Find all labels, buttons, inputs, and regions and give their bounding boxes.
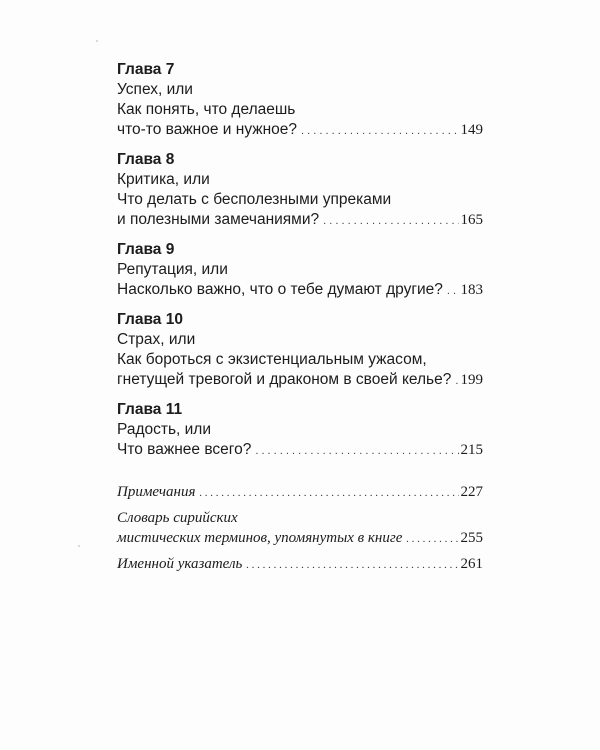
toc-entry-chapter-9	[117, 240, 483, 300]
page-number: 199	[460, 372, 483, 388]
back-matter-title: Именной указатель	[117, 556, 243, 572]
dot-leader	[255, 441, 458, 461]
toc-entry-notes	[117, 482, 483, 502]
dot-leader	[199, 483, 458, 503]
dot-leader	[447, 281, 459, 301]
chapter-title: Глава 9	[117, 241, 175, 258]
chapter-subtitle-line: Критика, или	[117, 171, 210, 188]
back-matter-leader-line	[117, 528, 483, 548]
chapter-leader-line	[117, 210, 483, 230]
page-number: 183	[460, 282, 483, 298]
toc-entry-chapter-8	[117, 150, 483, 230]
dot-leader	[323, 211, 458, 231]
chapter-subtitle-line: Страх, или	[117, 331, 196, 348]
chapter-subtitle-line: Как понять, что делаешь	[117, 101, 296, 118]
chapter-subtitle-line: и полезными замечаниями?	[117, 211, 320, 228]
dot-leader	[455, 371, 458, 391]
chapter-title: Глава 8	[117, 151, 175, 168]
toc-entry-chapter-7	[117, 60, 483, 140]
chapter-title: Глава 7	[117, 61, 175, 78]
page-number: 255	[460, 530, 483, 546]
chapter-subtitle-line: Что важнее всего?	[117, 441, 252, 458]
toc-entry-chapter-11	[117, 400, 483, 460]
chapter-subtitle-line: гнетущей тревогой и драконом в своей келье?	[117, 371, 452, 388]
chapter-leader-line	[117, 370, 483, 390]
dot-leader	[406, 529, 458, 549]
back-matter-title: Примечания	[117, 484, 196, 500]
chapter-subtitle-line: Насколько важно, что о тебе думают другие?	[117, 281, 443, 298]
chapter-title: Глава 10	[117, 311, 183, 328]
toc-entry-name-index	[117, 554, 483, 574]
page-number: 215	[460, 442, 483, 458]
toc-entry-chapter-10	[117, 310, 483, 390]
scan-speck	[96, 40, 98, 42]
table-of-contents	[117, 60, 483, 580]
chapter-subtitle-line: Как бороться с экзистенциальным ужасом,	[117, 351, 427, 368]
chapter-subtitle-line: Что делать с бесполезными упреками	[117, 191, 392, 208]
chapter-subtitle-line: Успех, или	[117, 81, 193, 98]
chapter-subtitle-line: Репутация, или	[117, 261, 228, 278]
chapter-title: Глава 11	[117, 401, 183, 418]
chapter-subtitle-line: Радость, или	[117, 421, 212, 438]
chapter-leader-line	[117, 440, 483, 460]
dot-leader	[246, 555, 458, 575]
back-matter-title: мистических терминов, упомянутых в книге	[117, 530, 403, 546]
back-matter-leader-line	[117, 554, 483, 574]
back-matter-leader-line	[117, 482, 483, 502]
back-matter	[117, 482, 483, 574]
page-number: 261	[460, 556, 483, 572]
chapter-subtitle-line: что-то важное и нужное?	[117, 121, 298, 138]
dot-leader	[301, 121, 458, 141]
chapter-leader-line	[117, 280, 483, 300]
scan-speck	[78, 545, 80, 547]
page-number: 149	[460, 122, 483, 138]
toc-entry-glossary	[117, 508, 483, 548]
page-number: 227	[460, 484, 483, 500]
page-number: 165	[460, 212, 483, 228]
back-matter-title: Словарь сирийских	[117, 510, 238, 526]
chapter-leader-line	[117, 120, 483, 140]
